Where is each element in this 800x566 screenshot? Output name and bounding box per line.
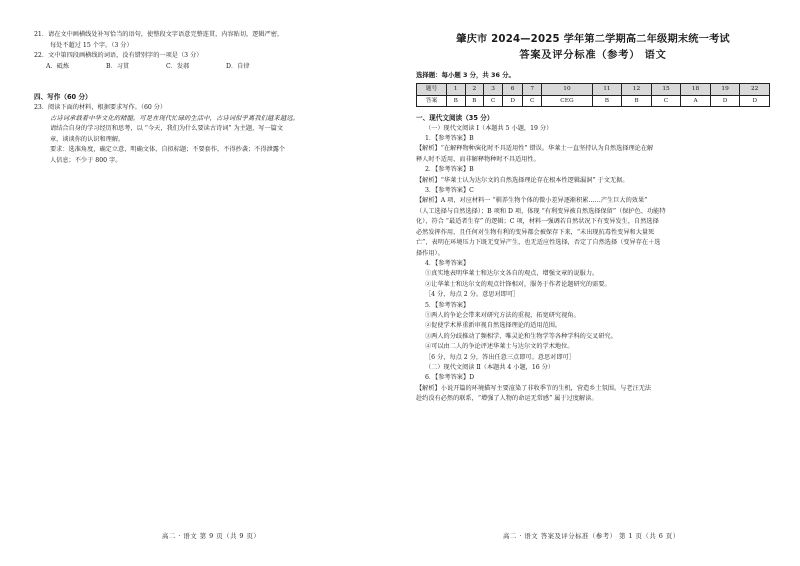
answer-label-cell: 答案 [417, 95, 447, 106]
answer-cell: D [710, 95, 740, 106]
answer-line: 5．【参考答案】 [425, 301, 470, 309]
question-22-line: 22．文中第四段画横线的词语，没有错别字的一项是（3 分） [34, 52, 203, 60]
answer-table [416, 83, 770, 107]
question-number-cell: 10 [542, 84, 592, 95]
answer-line: 择作用）。 [416, 249, 444, 257]
selection-heading: 选择题：每小题 3 分，共 36 分。 [416, 71, 515, 79]
answer-line: ［6 分，每点 2 分，答出任意三点即可。意思对即可］ [425, 353, 575, 361]
right-page-content [416, 30, 770, 405]
answer-cell: B [447, 95, 466, 106]
answer-line: ④可以由二人的争论评述华莱士与达尔文的学术地位。 [425, 343, 574, 351]
question-21-line-1: 21．请在文中画横线处补写恰当的语句，使整段文字语意完整连贯，内容贴切，逻辑严密， [34, 31, 284, 38]
answer-line: ②促使学术界重新审视自然选择理论的适用范围。 [425, 322, 562, 330]
answer-line: 亡”，表明在环境压力下既无变异产生，也无适应性选择，否定了自然选择（变异存在＋选 [416, 239, 661, 247]
answer-line: （人工选择与自然选择）；B 项和 D 项，体现 “有利变异被自然选择保留”（保护色、功能特 [416, 207, 666, 215]
question-23-line-1: 23．阅读下面的材料，根据要求写作。（60 分） [34, 103, 167, 111]
question-number-cell: 12 [622, 84, 652, 95]
answer-cell: A [681, 95, 711, 106]
question-21-line-2: 每处不超过 15 个字。（3 分） [50, 41, 133, 49]
option-d: D．自律 [226, 62, 250, 70]
answer-cell: C [651, 95, 681, 106]
answer-line: ②让华莱士和达尔文的观点针锋相对，服务于作者论题研究的需要。 [425, 280, 611, 288]
left-page-content [34, 30, 380, 167]
answer-line: 释人时不适用，而非解释物种时不具适用性。 [416, 155, 540, 163]
question-number-cell: 3 [484, 84, 503, 95]
question-number-cell: 7 [523, 84, 542, 95]
answer-table-answer-row [417, 95, 770, 106]
option-a: A．砥炼 [46, 62, 70, 70]
answer-line: ［4 分，每点 2 分。意思对即可］ [425, 291, 520, 299]
answer-cell: B [622, 95, 652, 106]
header-label-cell: 题号 [417, 84, 447, 95]
option-b: B．习贯 [106, 62, 130, 70]
question-23-line-2: 古诗词承载着中华文化的精髓。可是在现代忙碌的生活中，古诗词似乎离我们越来越远。 [50, 114, 300, 122]
answer-line: 赴约没有必然的联系，“增强了人物的命运无常感” 属于过度解读。 [416, 395, 598, 403]
question-23-line-6: 人信息；不少于 800 字。 [50, 156, 122, 164]
answer-line: 1．【参考答案】B [425, 135, 474, 143]
answer-line: 【解析】小说开篇的环境描写主要渲染了非收季节的生机，营造乡土氛围。与老汪无法 [416, 384, 652, 392]
answer-line: ①真实地表明华莱士和达尔文各自的观点，增强文章的说服力。 [425, 270, 599, 278]
answer-cell: D [740, 95, 770, 106]
right-page-footer: 高二 · 语文 答案及评分标准（参考） 第 1 页（共 6 页） [503, 532, 680, 540]
answer-key-title: 答案及评分标准（参考） 语文 [519, 50, 667, 61]
answer-line: 6．【参考答案】D [425, 374, 475, 382]
answer-line: ①两人的争论会带来对研究方法的重视，拓宽研究视角。 [425, 311, 580, 319]
question-number-cell: 11 [592, 84, 622, 95]
answer-cell: D [503, 95, 523, 106]
answer-line: 化），符合 “最适者生存” 的逻辑；C 项，材料一强调若自然状况下有变异发生，自然选择 [416, 218, 659, 226]
answer-cell: C [484, 95, 503, 106]
question-number-cell: 18 [681, 84, 711, 95]
answer-line: （二）现代文阅读 Ⅱ（本题共 4 小题，16 分） [425, 363, 555, 371]
question-number-cell: 19 [710, 84, 740, 95]
answer-explanations [416, 113, 770, 404]
question-number-cell: 6 [503, 84, 523, 95]
question-number-cell: 15 [651, 84, 681, 95]
answer-cell: B [592, 95, 622, 106]
left-page-footer: 高二 · 语文 第 9 页（共 9 页） [162, 532, 261, 540]
answer-line: 必然发挥作用，且任何对生物有利的变异都会被保存下来，“未出现抗毒性变异和大量死 [416, 228, 655, 236]
question-23-line-3: 请结合自身的学习经历和思考，以 “今天，我们为什么要读古诗词” 为主题，写一篇文 [50, 125, 284, 133]
question-22-options [34, 62, 380, 73]
answer-line: （一）现代文阅读 Ⅰ（本题共 5 小题，19 分） [425, 124, 553, 132]
answer-line: 【解析】“在解释物种演化时不具适用性” 错误。华莱士一直坚持认为自然选择理论在解 [416, 145, 654, 153]
answer-table-header-row [417, 84, 770, 95]
answer-line: 2．【参考答案】B [425, 166, 474, 174]
question-number-cell: 22 [740, 84, 770, 95]
answer-line: 4．【参考答案】 [425, 259, 470, 267]
answer-cell: B [465, 95, 484, 106]
section-writing-title: 四、写作（60 分） [34, 93, 92, 102]
exam-title: 肇庆市 2024—2025 学年第二学期高二年级期末统一考试 [456, 34, 730, 45]
answer-line: ③两人的分歧推动了频相学、唯灵论和生物学等各种学科的交叉研究。 [425, 332, 617, 340]
option-c: C．发郝 [166, 62, 190, 70]
section-heading: 一、现代文阅读（35 分） [416, 114, 494, 123]
answer-cell: C [523, 95, 542, 106]
question-23-line-4: 章，谈谈你的认识和理解。 [50, 135, 125, 143]
answer-line: 3．【参考答案】C [425, 187, 474, 195]
question-number-cell: 2 [465, 84, 484, 95]
question-23-line-5: 要求：选准角度，确定立意，明确文体，自拟标题；不要套作，不得抄袭；不得泄露个 [50, 146, 286, 154]
question-number-cell: 1 [447, 84, 466, 95]
answer-cell: CEG [542, 95, 592, 106]
answer-line: 【解析】“华莱士认为达尔文的自然选择理论存在根本性逻辑漏洞” 于文无据。 [416, 176, 629, 184]
answer-line: 【解析】A 项，对应材料一 “驯养生物个体的微小差异逐渐积累……产生巨大的效果” [416, 197, 648, 205]
